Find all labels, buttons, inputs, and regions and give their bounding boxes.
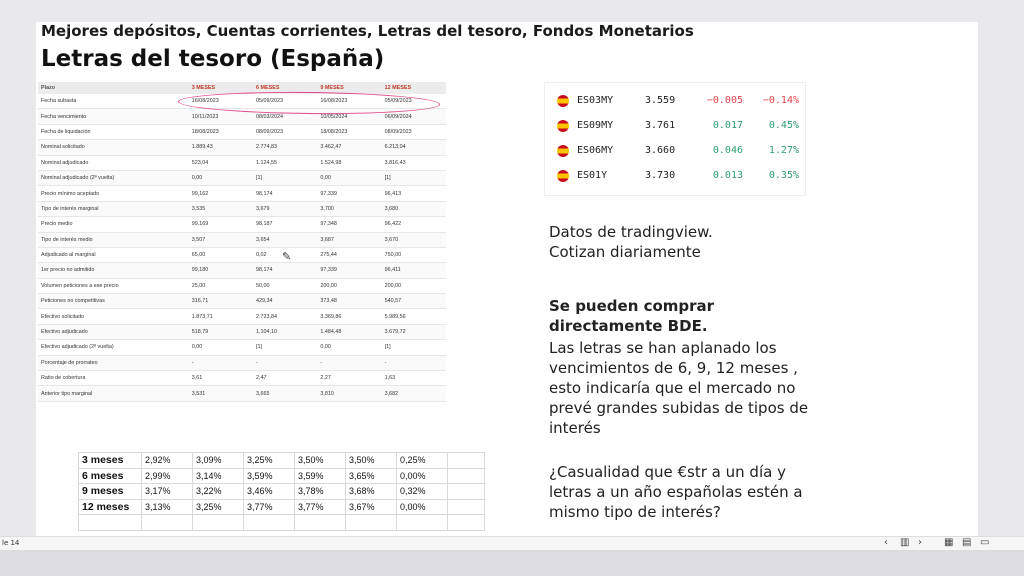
cell-value: 0,25% (397, 453, 448, 469)
reading-view-icon[interactable]: ▤ (962, 537, 972, 548)
quote-row[interactable] (545, 114, 805, 138)
cell-value: - (253, 355, 317, 370)
cell-value: 3,50% (295, 453, 346, 469)
cell-value: [1] (382, 170, 446, 185)
cell-value: 1.124,55 (253, 155, 317, 170)
cell-value: 3,67% (346, 499, 397, 515)
table-row (38, 263, 446, 278)
cell-value: 3,687 (317, 232, 381, 247)
quote-change: 0.046 (712, 145, 743, 156)
row-label: Tipo de interés marginal (38, 201, 189, 216)
cell-value: 98,174 (253, 263, 317, 278)
cell-value: 3,46% (244, 484, 295, 500)
cell-value: 96,413 (382, 186, 446, 201)
empty-cell (448, 468, 485, 484)
row-label: 12 meses (79, 499, 142, 515)
table-row (38, 371, 446, 386)
cell-value: 2.723,84 (253, 309, 317, 324)
cell-value: 98,187 (253, 217, 317, 232)
cell-value: - (382, 355, 446, 370)
table-row (38, 217, 446, 232)
cell-value: 3,25% (244, 453, 295, 469)
cell-value: 540,57 (382, 294, 446, 309)
note-flat-line1: Las letras se han aplanado los (549, 339, 777, 357)
cell-value: 750,00 (382, 247, 446, 262)
cell-value: - (189, 355, 253, 370)
row-label: Nominal solicitado (38, 140, 189, 155)
cell-value: 97,339 (317, 263, 381, 278)
page-indicator: le 14 (2, 539, 20, 547)
cell-value: 50,00 (253, 278, 317, 293)
header-9-meses: 9 MESES (317, 82, 381, 94)
cell-value: 3,50% (346, 453, 397, 469)
cell-value: 3,682 (382, 386, 446, 401)
header-3-meses: 3 MESES (189, 82, 253, 94)
table-row (38, 186, 446, 201)
note-source-line1: Datos de tradingview. (549, 223, 713, 241)
cell-value: 3,810 (317, 386, 381, 401)
row-label: Precio medio (38, 217, 189, 232)
cell-value: 429,34 (253, 294, 317, 309)
cell-value: 3,09% (193, 453, 244, 469)
cell-value: 0,00% (397, 468, 448, 484)
row-label: Efectivo adjudicado (2ª vuelta) (38, 340, 189, 355)
cell-value: 18/08/2023 (317, 124, 381, 139)
cell-value: 06/09/2024 (382, 109, 446, 124)
quote-change: 0.013 (712, 170, 743, 181)
cell-value: 99,180 (189, 263, 253, 278)
cell-value: 3,77% (295, 499, 346, 515)
cell-value: 10/11/2023 (189, 109, 253, 124)
table-row (79, 499, 485, 515)
cell-value: - (317, 355, 381, 370)
cell-value: 1.524,98 (317, 155, 381, 170)
cell-value: 200,00 (382, 278, 446, 293)
quote-row[interactable] (545, 164, 805, 188)
cell-value: 3.816,43 (382, 155, 446, 170)
cell-value: 16/08/2023 (317, 94, 381, 109)
note-flat-line3: esto indicaría que el mercado no (549, 379, 796, 397)
spain-flag-icon (557, 145, 569, 157)
slideshow-icon[interactable]: ▭ (980, 537, 990, 548)
note-buy-line1: Se pueden comprar (549, 297, 715, 315)
table-row (79, 515, 485, 531)
row-label: Precio mínimo aceptado (38, 186, 189, 201)
spain-flag-icon (557, 170, 569, 182)
cell-value: 3,25% (193, 499, 244, 515)
spain-flag-icon (557, 120, 569, 132)
cell-value: 2,92% (142, 453, 193, 469)
cell-value: 97,348 (317, 217, 381, 232)
cell-value: 10/05/2024 (317, 109, 381, 124)
table-row (38, 232, 446, 247)
cell-value: 3,535 (189, 201, 253, 216)
table-row (38, 386, 446, 401)
cell-value: 3,59% (244, 468, 295, 484)
row-label: 9 meses (79, 484, 142, 500)
cell-value: 275,44 (317, 247, 381, 262)
cell-value: 200,00 (317, 278, 381, 293)
cell-value: 3,654 (253, 232, 317, 247)
cell-value: 2,99% (142, 468, 193, 484)
table-row (38, 155, 446, 170)
cell-value: 98,174 (253, 186, 317, 201)
cell-value: 99,162 (189, 186, 253, 201)
cell-value: 2.774,83 (253, 140, 317, 155)
row-label: Adjudicado al marginal (38, 247, 189, 262)
treasury-auction-table (38, 82, 446, 402)
quote-symbol: ES06MY (577, 145, 614, 156)
header-6-meses: 6 MESES (253, 82, 317, 94)
quote-change-pct: −0.14% (762, 95, 799, 106)
cell-value: 3,61 (189, 371, 253, 386)
quote-symbol: ES09MY (577, 120, 614, 131)
cell-value: 05/09/2023 (382, 94, 446, 109)
note-question-line3: mismo tipo de interés? (549, 503, 721, 521)
cell-value: 3,65% (346, 468, 397, 484)
row-label: Efectivo solicitado (38, 309, 189, 324)
quote-symbol: ES03MY (577, 95, 614, 106)
cell-value: 518,79 (189, 324, 253, 339)
row-label: Tipo de interés medio (38, 232, 189, 247)
cell-value: 1,63 (382, 371, 446, 386)
empty-cell (448, 453, 485, 469)
row-label: 3 meses (79, 453, 142, 469)
table-row (38, 340, 446, 355)
chevron-right-icon[interactable]: › (918, 537, 922, 548)
cell-value: 25,00 (189, 278, 253, 293)
chevron-left-icon[interactable]: ‹ (884, 537, 888, 548)
row-label: Nominal adjudicado (38, 155, 189, 170)
table-row (38, 124, 446, 139)
pen-cursor-icon: ✎ (282, 250, 292, 263)
cell-value: 0,00 (317, 170, 381, 185)
summary-rates-table (78, 452, 485, 531)
spain-flag-icon (557, 95, 569, 107)
cell-value: 3,13% (142, 499, 193, 515)
header-12-meses: 12 MESES (382, 82, 446, 94)
quote-last: 3.730 (645, 170, 676, 181)
cell-value: 0,00% (397, 499, 448, 515)
quote-row[interactable] (545, 89, 805, 113)
quote-last: 3.761 (645, 120, 676, 131)
cell-value: 316,71 (189, 294, 253, 309)
cell-value: 0,32% (397, 484, 448, 500)
note-question-line2: letras a un año españolas estén a (549, 483, 803, 501)
quote-change: −0.005 (706, 95, 743, 106)
cell-value: 3,59% (295, 468, 346, 484)
table-row (38, 247, 446, 262)
table-row (38, 278, 446, 293)
viewer-status-bar (0, 536, 1024, 551)
quote-row[interactable] (545, 139, 805, 163)
cell-value: 6.213,04 (382, 140, 446, 155)
tradingview-quotes-panel (544, 82, 806, 196)
slide-subtitle: Mejores depósitos, Cuentas corrientes, Letras del tesoro, Fondos Monetarios (41, 22, 694, 40)
cell-value: 3,507 (189, 232, 253, 247)
cell-value: 08/03/2024 (253, 109, 317, 124)
quote-change: 0.017 (712, 120, 743, 131)
cell-value: 3,17% (142, 484, 193, 500)
quote-change-pct: 0.35% (768, 170, 799, 181)
table-row (38, 140, 446, 155)
quote-last: 3.660 (645, 145, 676, 156)
row-label: Efectivo adjudicado (38, 324, 189, 339)
cell-value: 1.889,43 (189, 140, 253, 155)
cell-value: 3.462,47 (317, 140, 381, 155)
row-label: Fecha de liquidación (38, 124, 189, 139)
cell-value: 523,04 (189, 155, 253, 170)
cell-value: [1] (253, 170, 317, 185)
row-label: Nominal adjudicado (2ª vuelta) (38, 170, 189, 185)
cell-value: 1.104,10 (253, 324, 317, 339)
cell-value: 3,531 (189, 386, 253, 401)
cell-value: 3,77% (244, 499, 295, 515)
cell-value: 0,00 (317, 340, 381, 355)
cell-value: 2,27 (317, 371, 381, 386)
cell-value: 3,679 (253, 201, 317, 216)
cell-value: 3,78% (295, 484, 346, 500)
quote-symbol: ES01Y (577, 170, 608, 181)
slide-title: Letras del tesoro (España) (41, 46, 385, 72)
cell-value: [1] (382, 340, 446, 355)
cell-value: 18/08/2023 (189, 124, 253, 139)
note-flat-line5: interés (549, 419, 601, 437)
quote-last: 3.559 (645, 95, 676, 106)
cell-value: 3,700 (317, 201, 381, 216)
note-source-line2: Cotizan diariamente (549, 243, 701, 261)
empty-cell (448, 484, 485, 500)
grid-view-icon[interactable]: ▦ (944, 537, 954, 548)
cell-value: 08/09/2023 (382, 124, 446, 139)
cell-value: 373,48 (317, 294, 381, 309)
table-row (38, 294, 446, 309)
cell-value: 99,169 (189, 217, 253, 232)
row-label: Peticiones no competitivas (38, 294, 189, 309)
cell-value: 3.679,72 (382, 324, 446, 339)
note-flat-line2: vencimientos de 6, 9, 12 meses , (549, 359, 798, 377)
row-label: Ratio de cobertura (38, 371, 189, 386)
cell-value: 1.873,71 (189, 309, 253, 324)
cell-value: 0,02 (253, 247, 317, 262)
cell-value: 05/09/2023 (253, 94, 317, 109)
cell-value: 2,47 (253, 371, 317, 386)
row-label: Fecha vencimiento (38, 109, 189, 124)
note-question-line1: ¿Casualidad que €str a un día y (549, 463, 786, 481)
cell-value: 3,14% (193, 468, 244, 484)
cell-value: 16/08/2023 (189, 94, 253, 109)
row-label: Fecha subasta (38, 94, 189, 109)
row-label: 6 meses (79, 468, 142, 484)
cell-value: 3.369,86 (317, 309, 381, 324)
cell-value: 3,680 (382, 201, 446, 216)
table-row (38, 355, 446, 370)
table-row (79, 453, 485, 469)
table-row (79, 484, 485, 500)
note-flat-line4: prevé grandes subidas de tipos de (549, 399, 809, 417)
cell-value: 08/09/2023 (253, 124, 317, 139)
table-row (38, 170, 446, 185)
cell-value: 3,665 (253, 386, 317, 401)
table-row (38, 324, 446, 339)
row-label: Anterior tipo marginal (38, 386, 189, 401)
row-label: Porcentaje de prorrateo (38, 355, 189, 370)
table-row (38, 201, 446, 216)
table-row (38, 309, 446, 324)
cell-value: 65,00 (189, 247, 253, 262)
cell-value: 96,422 (382, 217, 446, 232)
quote-change-pct: 1.27% (768, 145, 799, 156)
row-label: 1er precio no admitido (38, 263, 189, 278)
cell-value: 97,339 (317, 186, 381, 201)
background-strip (0, 550, 1024, 576)
cell-value: 0,00 (189, 170, 253, 185)
cell-value: 3,22% (193, 484, 244, 500)
table-row (79, 468, 485, 484)
empty-cell (448, 499, 485, 515)
header-plazo: Plazo (38, 82, 189, 94)
cell-value: 5.989,56 (382, 309, 446, 324)
cell-value: 0,00 (189, 340, 253, 355)
row-label: Volumen peticiones a ese precio (38, 278, 189, 293)
quote-change-pct: 0.45% (768, 120, 799, 131)
cell-value: 1.484,48 (317, 324, 381, 339)
cell-value: 3,68% (346, 484, 397, 500)
note-buy-line2: directamente BDE. (549, 317, 708, 335)
cell-value: 96,411 (382, 263, 446, 278)
cell-value: [1] (253, 340, 317, 355)
cell-value: 3,670 (382, 232, 446, 247)
notes-icon[interactable]: ▥ (900, 537, 910, 548)
